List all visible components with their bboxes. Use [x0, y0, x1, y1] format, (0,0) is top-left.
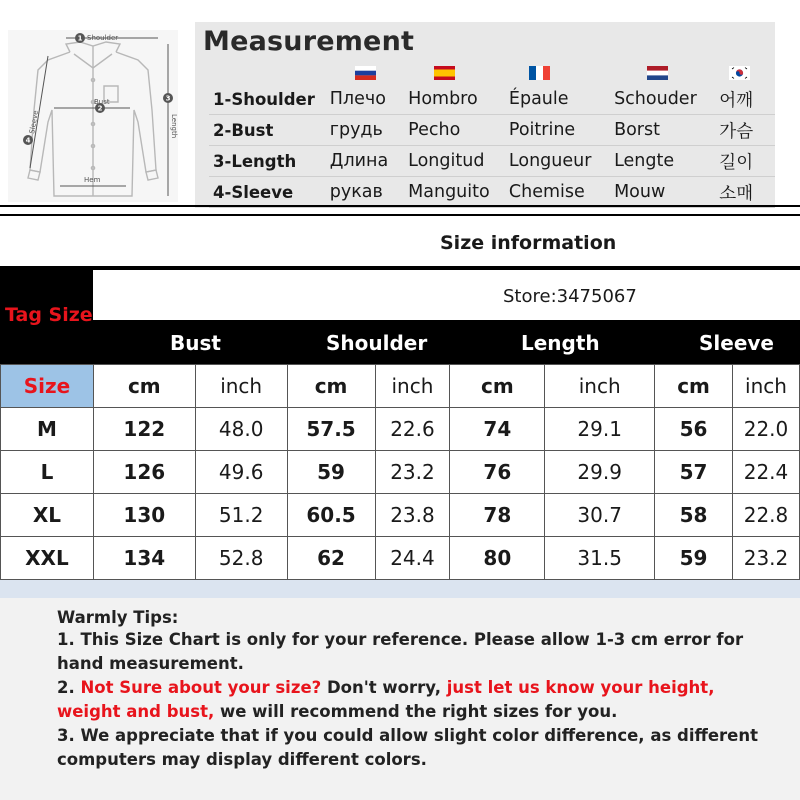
divider [0, 214, 800, 216]
cm-value: 134 [93, 537, 195, 580]
unit-header-row [1, 365, 800, 408]
diagram-number-1: 1 [77, 34, 83, 43]
measurement-panel [195, 22, 775, 208]
separator-band [0, 580, 800, 598]
korea-flag-icon [729, 66, 750, 80]
measurement-row [209, 177, 775, 208]
inch-value: 31.5 [545, 537, 655, 580]
tips-heading: Warmly Tips: [57, 608, 179, 627]
inch-value: 22.8 [732, 494, 799, 537]
measurement-term-fr: Poitrine [505, 115, 610, 146]
measurement-term-ko: 가슴 [715, 115, 775, 146]
inch-value: 22.6 [375, 408, 450, 451]
size-label: XL [1, 494, 94, 537]
diagram-label-length: Length [170, 114, 178, 139]
measurement-term-es: Manguito [404, 177, 505, 208]
measurement-term-ru: Длина [326, 146, 404, 177]
size-information-header [0, 218, 800, 268]
tip-2-request: just let us know your height, weight and bust, [57, 678, 715, 721]
netherlands-flag-icon [647, 66, 668, 80]
cm-value: 76 [450, 451, 545, 494]
measurement-term-key: 4-Sleeve [209, 177, 326, 208]
unit-header-inch: inch [195, 365, 287, 408]
store-cell [93, 268, 800, 322]
cm-value: 59 [287, 451, 375, 494]
tip-2-recommend: we will recommend the right sizes for you. [214, 702, 618, 721]
measurement-section [0, 0, 800, 208]
russia-flag-icon [355, 66, 376, 80]
inch-value: 23.2 [375, 451, 450, 494]
tag-size-cell [0, 268, 93, 364]
diagram-number-2: 2 [97, 104, 103, 113]
measurement-term-ru: рукав [326, 177, 404, 208]
measurement-row [209, 84, 775, 115]
cm-value: 62 [287, 537, 375, 580]
shirt-diagram [8, 30, 178, 202]
cm-value: 57 [655, 451, 733, 494]
size-header: Size [1, 365, 94, 408]
measurement-term-es: Longitud [404, 146, 505, 177]
cm-value: 78 [450, 494, 545, 537]
diagram-number-4: 4 [25, 136, 31, 145]
measurement-term-ko: 길이 [715, 146, 775, 177]
cm-value: 126 [93, 451, 195, 494]
size-row [1, 494, 800, 537]
tip-3: 3. We appreciate that if you could allow slight color difference, as different computers may display different colors. [57, 726, 759, 769]
inch-value: 22.4 [732, 451, 799, 494]
spain-flag-icon [434, 66, 455, 80]
group-header-sleeve: Sleeve [699, 331, 774, 355]
measurement-term-ko: 소매 [715, 177, 775, 208]
inch-value: 52.8 [195, 537, 287, 580]
cm-value: 56 [655, 408, 733, 451]
tip-2-question: Not Sure about your size? [80, 678, 322, 697]
inch-value: 23.2 [732, 537, 799, 580]
measurement-term-nl: Schouder [610, 84, 715, 115]
flag-row [195, 66, 775, 82]
unit-header-inch: inch [545, 365, 655, 408]
diagram-label-hem: Hem [84, 176, 101, 184]
tip-2-reassure: Don't worry, [321, 678, 447, 697]
cm-value: 74 [450, 408, 545, 451]
inch-value: 29.9 [545, 451, 655, 494]
group-header-length: Length [521, 331, 600, 355]
size-label: XXL [1, 537, 94, 580]
cm-value: 130 [93, 494, 195, 537]
inch-value: 24.4 [375, 537, 450, 580]
measurement-term-ko: 어깨 [715, 84, 775, 115]
measurement-title: Measurement [203, 26, 415, 57]
size-information-title: Size information [440, 232, 617, 254]
unit-header-cm: cm [655, 365, 733, 408]
measurement-term-key: 2-Bust [209, 115, 326, 146]
measurement-group-header [93, 320, 800, 364]
tip-2 [57, 676, 777, 724]
measurement-term-nl: Borst [610, 115, 715, 146]
unit-header-cm: cm [93, 365, 195, 408]
cm-value: 57.5 [287, 408, 375, 451]
tag-size-label: Tag Size [5, 304, 93, 326]
measurement-term-key: 3-Length [209, 146, 326, 177]
inch-value: 22.0 [732, 408, 799, 451]
measurement-term-fr: Épaule [505, 84, 610, 115]
inch-value: 23.8 [375, 494, 450, 537]
measurement-row [209, 115, 775, 146]
divider [0, 205, 800, 207]
diagram-number-3: 3 [165, 94, 171, 103]
group-header-shoulder: Shoulder [326, 331, 428, 355]
measurement-term-ru: Плечо [326, 84, 404, 115]
tips-section [0, 598, 800, 800]
measurement-translation-table [209, 84, 775, 208]
diagram-label-bust: Bust [94, 98, 110, 106]
cm-value: 80 [450, 537, 545, 580]
size-chart-table [0, 364, 800, 580]
measurement-term-nl: Mouw [610, 177, 715, 208]
diagram-label-shoulder: Shoulder [87, 34, 119, 42]
cm-value: 59 [655, 537, 733, 580]
measurement-term-es: Pecho [404, 115, 505, 146]
inch-value: 49.6 [195, 451, 287, 494]
measurement-row [209, 146, 775, 177]
inch-value: 29.1 [545, 408, 655, 451]
measurement-term-fr: Longueur [505, 146, 610, 177]
unit-header-inch: inch [732, 365, 799, 408]
size-row [1, 537, 800, 580]
group-header-bust: Bust [170, 331, 221, 355]
measurement-term-ru: грудь [326, 115, 404, 146]
measurement-term-key: 1-Shoulder [209, 84, 326, 115]
size-row [1, 451, 800, 494]
shirt-outline-image [8, 30, 178, 202]
measurement-term-es: Hombro [404, 84, 505, 115]
store-label: Store:3475067 [503, 286, 637, 307]
size-row [1, 408, 800, 451]
cm-value: 60.5 [287, 494, 375, 537]
measurement-term-fr: Chemise [505, 177, 610, 208]
tip-1: 1. This Size Chart is only for your reference. Please allow 1-3 cm error for hand measurement. [57, 630, 744, 673]
cm-value: 58 [655, 494, 733, 537]
measurement-term-nl: Lengte [610, 146, 715, 177]
inch-value: 48.0 [195, 408, 287, 451]
size-label: M [1, 408, 94, 451]
inch-value: 30.7 [545, 494, 655, 537]
unit-header-cm: cm [287, 365, 375, 408]
unit-header-inch: inch [375, 365, 450, 408]
diagram-label-sleeve: Sleeve [28, 109, 41, 135]
tip-2-number: 2. [57, 678, 81, 697]
unit-header-cm: cm [450, 365, 545, 408]
france-flag-icon [529, 66, 550, 80]
inch-value: 51.2 [195, 494, 287, 537]
cm-value: 122 [93, 408, 195, 451]
size-label: L [1, 451, 94, 494]
